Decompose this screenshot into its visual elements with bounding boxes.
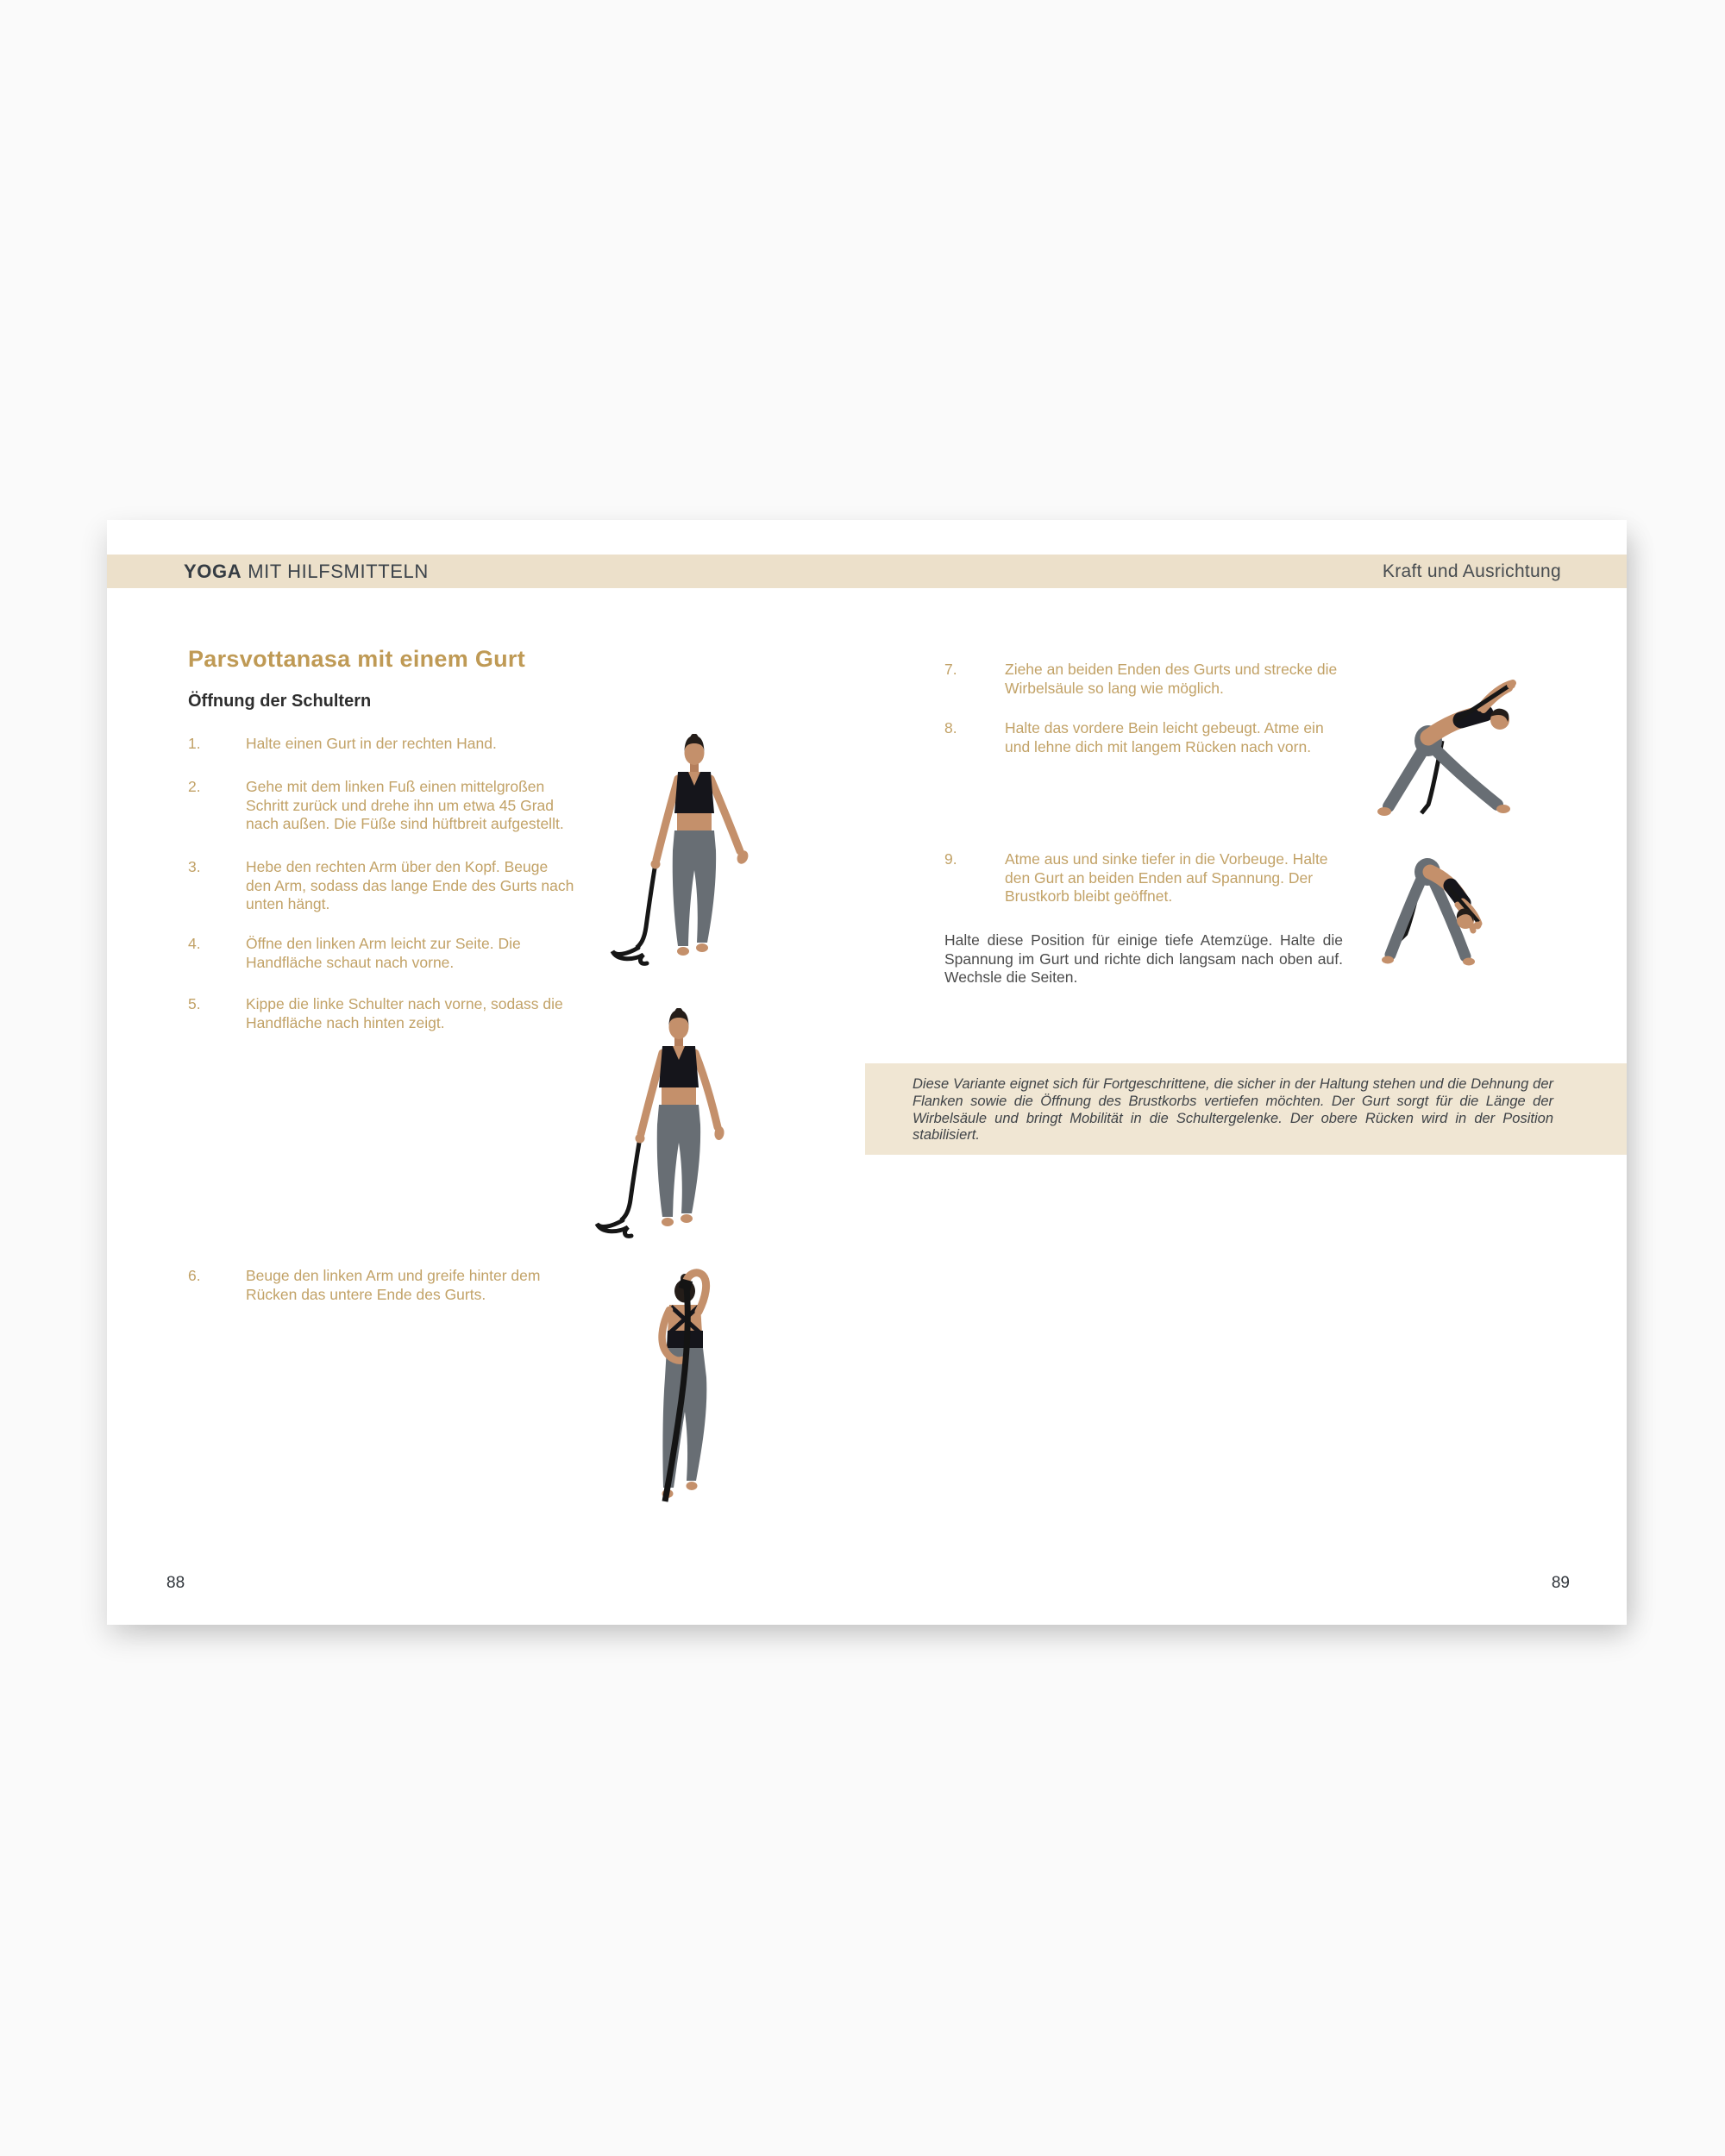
page-number-right: 89 [1551,1574,1570,1592]
step-4 [188,935,575,972]
pose-illustration-step1 [605,734,782,971]
step-5-number: 5. [188,995,201,1012]
pose-illustration-step9 [1382,849,1528,981]
step-1 [188,735,575,754]
photo-back-view-strap-illustration [618,1267,760,1519]
book-title [184,561,429,583]
pose-illustration-step6 [618,1267,760,1519]
step-9-number: 9. [944,850,957,868]
step-8 [944,719,1339,756]
step-2 [188,778,575,834]
photo-deep-fold-illustration [1382,849,1528,981]
note-box [865,1063,1627,1155]
step-6-number: 6. [188,1267,201,1284]
book-spread [107,520,1627,1625]
step-3 [188,858,575,914]
book-title-bold: YOGA [184,560,242,582]
step-4-number: 4. [188,935,201,952]
chapter-title: Kraft und Ausrichtung [1382,561,1561,581]
step-7-number: 7. [944,661,957,678]
photo-forward-lean-illustration [1371,661,1565,825]
step-1-text: Halte einen Gurt in der rechten Hand. [246,735,497,752]
step-8-number: 8. [944,719,957,736]
step-4-text: Öffne den linken Arm leicht zur Seite. Die Handfläche schaut nach vorne. [246,935,521,971]
step-7-text: Ziehe an beiden Enden des Gurts und strecke die Wirbelsäule so lang wie möglich. [1005,661,1338,697]
book-title-rest: MIT HILFSMITTELN [248,560,429,582]
pose-illustration-step8 [1371,661,1565,825]
step-1-number: 1. [188,735,201,752]
step-2-number: 2. [188,778,201,795]
step-9 [944,850,1339,906]
page-number-left: 88 [166,1574,185,1592]
step-2-text: Gehe mit dem linken Fuß einen mittelgroßen Schritt zurück und drehe ihn um etwa 45 Grad nach außen. Die Füße sind hüftbreit aufgestellt. [246,778,564,832]
step-9-text: Atme aus und sinke tiefer in die Vorbeuge. Halte den Gurt an beiden Enden auf Spannung. Der Brustkorb bleibt geöffnet. [1005,850,1328,905]
note-text: Diese Variante eignet sich für Fortgeschrittene, die sicher in der Haltung stehen und die Dehnung der Flanken sowie die Öffnung des Brustkorbs vertiefen möchten. Der Gurt sorgt für die Länge der Wirbelsäule und bringt Mobilität in die Schultergelenke. Der obere Rücken wird in der Position stabilisiert. [913,1076,1553,1144]
step-5-text: Kippe die linke Schulter nach vorne, sodass die Handfläche nach hinten zeigt. [246,995,563,1031]
section-title: Parsvottanasa mit einem Gurt [188,646,526,672]
closing-paragraph: Halte diese Position für einige tiefe Atemzüge. Halte die Spannung im Gurt und richte dich langsam nach oben auf. Wechsle die Seiten. [944,931,1343,986]
photo-standing-front-strap-illustration [605,734,782,971]
pose-illustration-step5 [590,1008,767,1241]
step-8-text: Halte das vordere Bein leicht gebeugt. Atme ein und lehne dich mit langem Rücken nach vorn. [1005,719,1324,755]
photo-standing-front-rotated-illustration [590,1008,767,1241]
step-6 [188,1267,575,1304]
section-subtitle: Öffnung der Schultern [188,692,372,711]
step-7 [944,661,1339,698]
step-3-text: Hebe den rechten Arm über den Kopf. Beuge den Arm, sodass das lange Ende des Gurts nach unten hängt. [246,858,574,912]
header-band [107,555,1627,588]
step-6-text: Beuge den linken Arm und greife hinter dem Rücken das untere Ende des Gurts. [246,1267,541,1303]
step-5 [188,995,575,1032]
step-3-number: 3. [188,858,201,875]
